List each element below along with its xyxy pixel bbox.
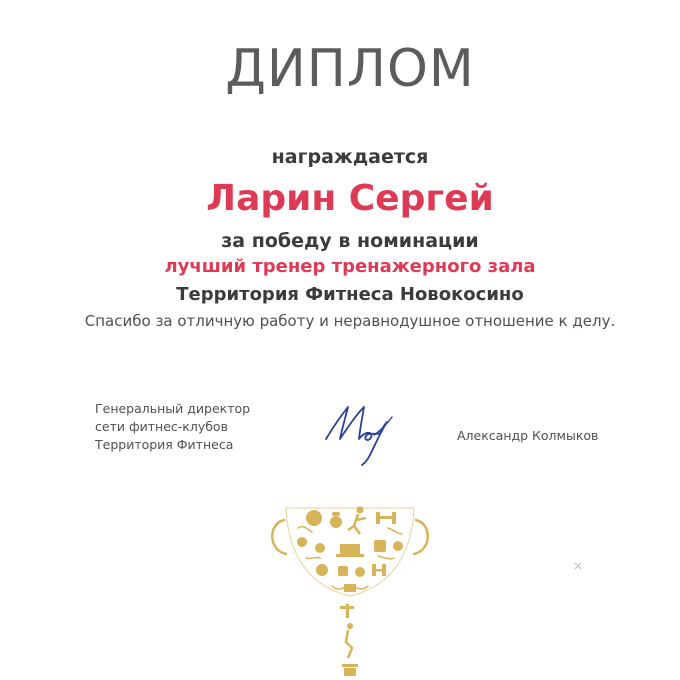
recipient-name: Ларин Сергей — [206, 178, 494, 219]
corner-mark-icon — [574, 562, 582, 570]
position-line: Территория Фитнеса — [95, 437, 234, 452]
diploma-title: ДИПЛОМ — [225, 39, 475, 99]
club-name: Территория Фитнеса Новокосино — [176, 284, 524, 305]
position-line: сети фитнес-клубов — [95, 419, 228, 434]
thanks-line: Спасибо за отличную работу и неравнодушное отношение к делу. — [84, 312, 616, 330]
signature-icon — [318, 395, 398, 470]
position-line: Генеральный директор — [95, 401, 251, 416]
awarded-line: награждается — [271, 146, 429, 168]
signer-name: Александр Колмыков — [457, 428, 599, 443]
signatory-position — [95, 400, 250, 454]
fitness-cup-emblem-icon — [262, 494, 438, 680]
for-victory-line: за победу в номинации — [221, 230, 479, 252]
nomination-name: лучший тренер тренажерного зала — [164, 256, 536, 277]
